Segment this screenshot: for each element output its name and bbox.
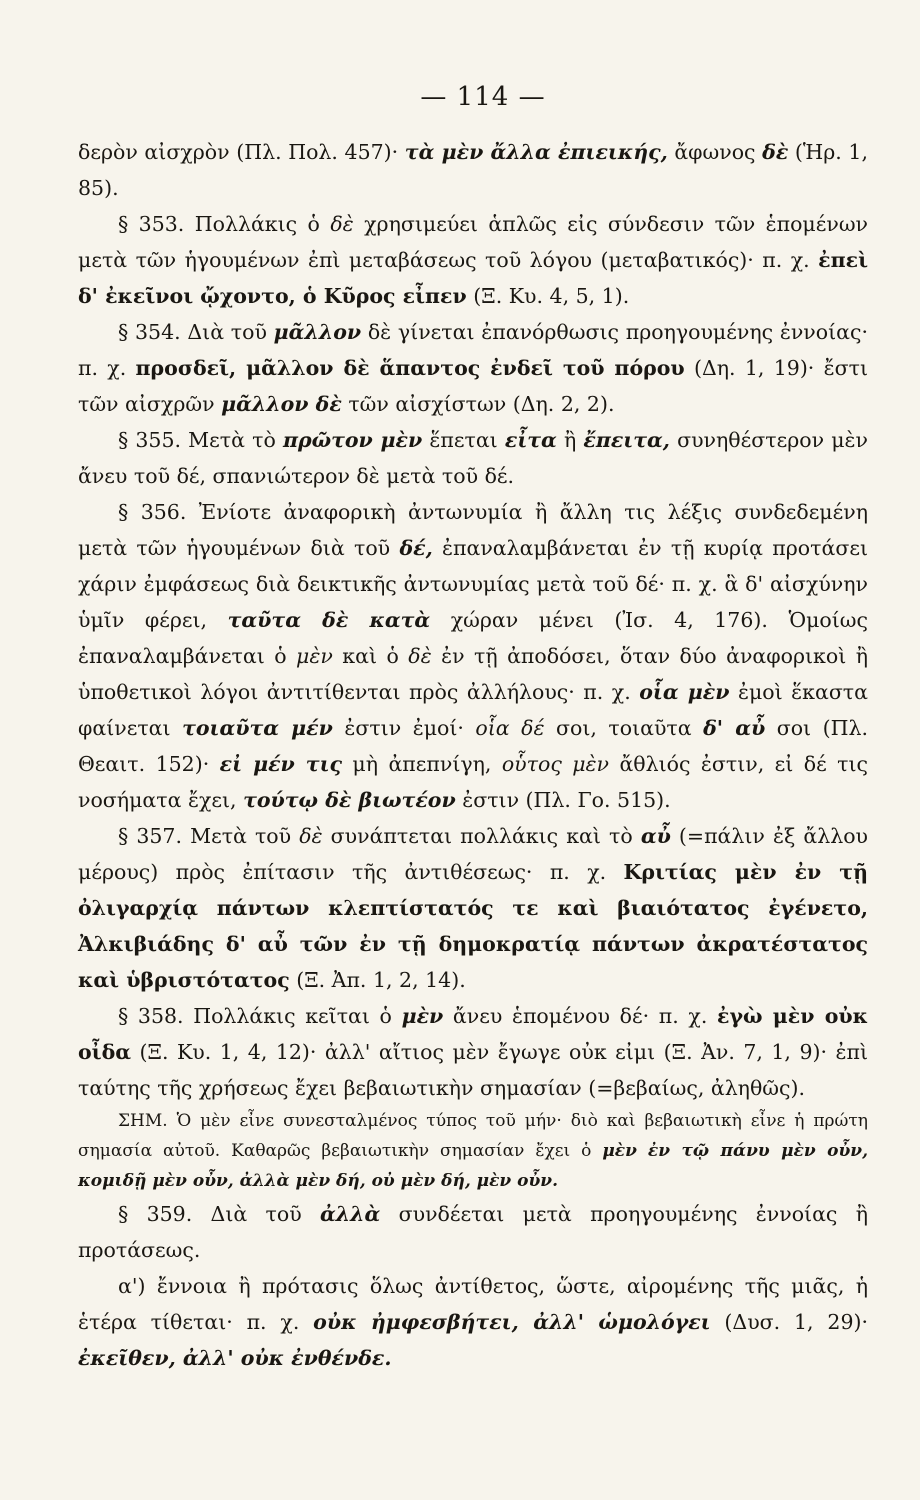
text-run: (Δη. 1, 19)· ἔστι τῶν αἰσχρῶν bbox=[78, 356, 869, 416]
text-run: εἶτα bbox=[504, 428, 557, 452]
text-run: ἐστιν (Πλ. Γο. 515). bbox=[455, 788, 671, 812]
text-run: μᾶλλον bbox=[273, 320, 362, 344]
text-run: μὴ ἀπεπνίγη, bbox=[342, 752, 502, 776]
text-run: δέ, bbox=[399, 536, 433, 560]
paragraph-continuation bbox=[78, 134, 868, 206]
text-run: ἔπειτα, bbox=[583, 428, 670, 452]
text-run: ἐν τῇ ἀποδόσει, ὅταν δύο ἀναφορικοὶ ἢ ὑποθετικοὶ λόγοι ἀντιτίθενται πρὸς ἀλλήλους· π. χ. bbox=[78, 644, 868, 704]
section-359 bbox=[78, 1196, 868, 1268]
text-run: συνάπτεται πολλάκις καὶ τὸ bbox=[322, 824, 641, 848]
text-run: ἄφωνος bbox=[667, 140, 763, 164]
text-run: ἐμοὶ ἕκαστα φαίνεται bbox=[78, 680, 868, 740]
text-run: § 356. Ἐνίοτε ἀναφορικὴ ἀντωνυμία ἢ ἄλλη τις λέξις συνδεδεμένη μετὰ τῶν ἡγουμένων διὰ τοῦ bbox=[78, 500, 868, 560]
text-run: (=πάλιν ἐξ ἄλλου μέρους) πρὸς ἐπίτασιν τῆς ἀντιθέσεως· π. χ. bbox=[78, 824, 869, 884]
text-run: ταῦτα δὲ κατὰ bbox=[227, 608, 431, 632]
text-run: δὲ bbox=[299, 824, 323, 848]
text-run: ΣΗΜ. Ὁ μὲν εἶνε συνεσταλμένος τύπος τοῦ μήν· διὸ καὶ βεβαιωτικὴ εἶνε ἡ πρώτη σημασία αὐτοῦ. Καθαρῶς βεβαιωτικὴν σημασίαν ἔχει ὁ bbox=[78, 1111, 868, 1161]
section-355 bbox=[78, 422, 868, 494]
text-run: (Ξ. Ἀπ. 1, 2, 14). bbox=[289, 968, 466, 992]
text-run bbox=[637, 1141, 648, 1161]
text-run: τὰ μὲν ἄλλα ἐπιεικής, bbox=[404, 140, 668, 164]
text-run: § 353. Πολλάκις ὁ bbox=[118, 212, 331, 236]
text-run: δὲ γίνεται ἐπανόρθωσις προηγουμένης ἐννοίας· π. χ. bbox=[78, 320, 868, 380]
text-run: (Ξ. Κυ. 1, 4, 12)· ἀλλ' αἴτιος μὲν ἔγωγε οὐκ εἰμι (Ξ. Ἀν. 7, 1, 9)· ἐπὶ ταύτης τῆς χρήσεως ἔχει βεβαιωτικὴν σημασίαν (=βεβαίως, ἀληθῶς). bbox=[78, 1040, 868, 1100]
text-run: χώραν μένει (Ἰσ. 4, 176). Ὁμοίως ἐπαναλαμβάνεται ὁ bbox=[78, 608, 868, 668]
text-run: § 357. Μετὰ τοῦ bbox=[118, 824, 300, 848]
text-run: Κριτίας μὲν ἐν τῇ ὀλιγαρχίᾳ πάντων κλεπτίστατός τε καὶ βιαιότατος ἐγένετο, Ἀλκιβιάδης δ' αὖ τῶν ἐν τῇ δημοκρατίᾳ πάντων ἀκρατέστατος καὶ ὑβριστότατος bbox=[78, 860, 868, 992]
text-run: δερὸν αἰσχρὸν (Πλ. Πολ. 457)· bbox=[78, 140, 405, 164]
section-354 bbox=[78, 314, 868, 422]
text-run: αὖ bbox=[640, 824, 671, 848]
text-run: δὲ bbox=[330, 212, 354, 236]
text-run: § 354. Διὰ τοῦ bbox=[118, 320, 274, 344]
text-run: οὗτος μὲν bbox=[501, 752, 610, 776]
text-run: οὐκ ἠμφεσβήτει, ἀλλ' ὡμολόγει bbox=[313, 1310, 711, 1334]
text-run: οἷα δέ bbox=[475, 716, 545, 740]
text-run: ἀλλὰ bbox=[319, 1202, 381, 1226]
text-run: δὲ bbox=[408, 644, 432, 668]
section-356 bbox=[78, 494, 868, 818]
text-run: σοι, τοιαῦτα bbox=[544, 716, 704, 740]
text-run: ἄνευ ἑπομένου δέ· π. χ. bbox=[443, 1004, 717, 1028]
text-run: § 358. Πολλάκις κεῖται ὁ bbox=[118, 1004, 402, 1028]
text-run: συνδέεται μετὰ προηγουμένης ἐννοίας ἢ προτάσεως. bbox=[78, 1202, 868, 1262]
section-353 bbox=[78, 206, 868, 314]
text-run: ἐγὼ μὲν οὐκ οἶδα bbox=[78, 1004, 868, 1064]
text-run: ἄθλιός ἐστιν, εἰ δέ τις νοσήματα ἔχει, bbox=[78, 752, 868, 812]
text-run: δ' αὖ bbox=[703, 716, 766, 740]
text-run: τῶν αἰσχίστων (Δη. 2, 2). bbox=[341, 392, 615, 416]
text-run: ἐπαναλαμβάνεται ἐν τῇ κυρίᾳ προτάσει χάριν ἐμφάσεως διὰ δεικτικῆς ἀντωνυμίας μετὰ τοῦ δέ· π. χ. ἃ δ' αἰσχύνην ὑμῖν φέρει, bbox=[78, 536, 868, 632]
text-run: ἐστιν ἐμοί· bbox=[332, 716, 476, 740]
section-358 bbox=[78, 998, 868, 1106]
text-run: μὲν bbox=[602, 1141, 637, 1161]
subsection-alpha bbox=[78, 1268, 868, 1376]
text-run: σοι (Πλ. Θεαιτ. 152)· bbox=[78, 716, 868, 776]
text-run: καὶ ὁ bbox=[332, 644, 409, 668]
note-remark bbox=[78, 1106, 868, 1196]
text-run: οἷα μὲν bbox=[639, 680, 730, 704]
text-run: (Ἡρ. 1, 85). bbox=[78, 140, 868, 200]
text-run: συνηθέστερον μὲν ἄνευ τοῦ δέ, σπανιώτερον δὲ μετὰ τοῦ δέ. bbox=[78, 428, 868, 488]
text-run: χρησιμεύει ἁπλῶς εἰς σύνδεσιν τῶν ἑπομένων μετὰ τῶν ἡγουμένων ἐπὶ μεταβάσεως τοῦ λόγου (μεταβατικός)· π. χ. bbox=[78, 212, 869, 272]
text-run: μὲν bbox=[296, 644, 333, 668]
text-run: πρῶτον μὲν bbox=[282, 428, 423, 452]
section-357 bbox=[78, 818, 868, 998]
text-run: § 355. Μετὰ τὸ bbox=[118, 428, 283, 452]
text-run: ἢ bbox=[556, 428, 584, 452]
page-number: — 114 — bbox=[420, 82, 546, 112]
text-run: ἐν τῷ πάνυ μὲν οὖν, κομιδῇ μὲν οὖν, ἀλλὰ μὲν δή, οὐ μὲν δή, μὲν οὖν. bbox=[78, 1141, 868, 1191]
text-run: (Ξ. Κυ. 4, 5, 1). bbox=[466, 284, 630, 308]
text-run: δὲ bbox=[762, 140, 789, 164]
text-run: § 359. Διὰ τοῦ bbox=[118, 1202, 320, 1226]
text-run: προσδεῖ, μᾶλλον δὲ ἅπαντος ἐνδεῖ τοῦ πόρου bbox=[135, 356, 685, 380]
text-run: ἐπεὶ δ' ἐκεῖνοι ᾤχοντο, ὁ Κῦρος εἶπεν bbox=[78, 248, 868, 308]
text-run: εἰ μέν τις bbox=[219, 752, 343, 776]
text-run: α') ἔννοια ἢ πρότασις ὅλως ἀντίθετος, ὥστε, αἰρομένης τῆς μιᾶς, ἡ ἑτέρα τίθεται· π. χ. bbox=[78, 1274, 868, 1334]
text-run: ἕπεται bbox=[422, 428, 505, 452]
text-run: τούτῳ δὲ βιωτέον bbox=[243, 788, 456, 812]
text-run: (Δυσ. 1, 29)· bbox=[710, 1310, 868, 1334]
main-text bbox=[78, 134, 868, 1376]
text-run: ἐκεῖθεν, ἀλλ' οὐκ ἐνθένδε. bbox=[78, 1346, 392, 1370]
text-run: μὲν bbox=[401, 1004, 444, 1028]
text-run: τοιαῦτα μέν bbox=[182, 716, 333, 740]
text-run: μᾶλλον δὲ bbox=[221, 392, 342, 416]
